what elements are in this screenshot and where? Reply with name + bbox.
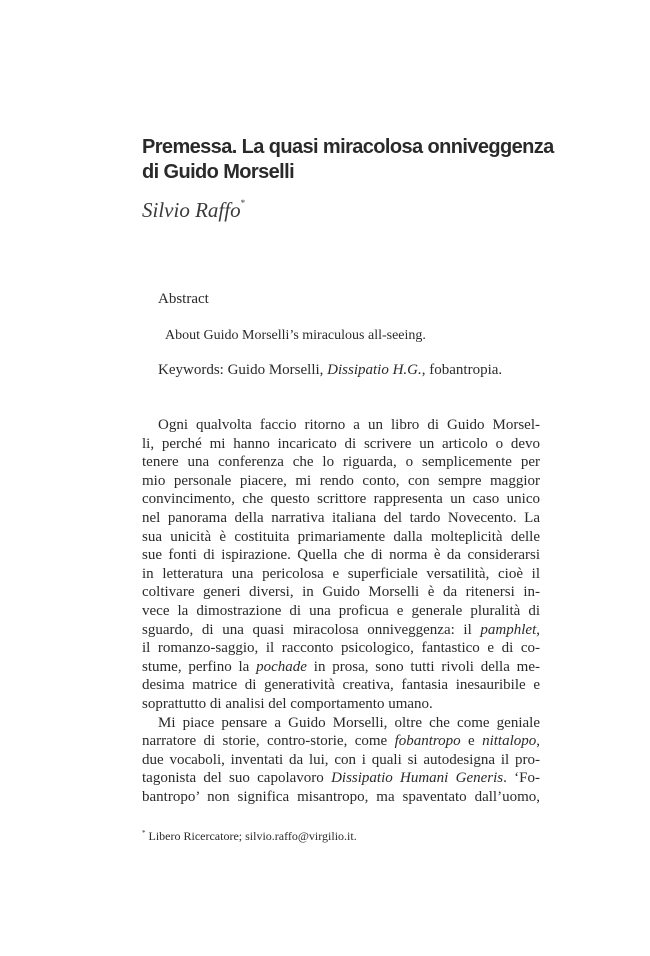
body-line bbox=[142, 658, 540, 677]
body-line: sue fonti di ispirazione. Quella che di norma è da considerarsi bbox=[142, 547, 540, 564]
body-line-part: tagonista del suo capolavoro bbox=[142, 770, 332, 787]
body-line-part: e bbox=[460, 733, 483, 750]
body-italic: nittalopo bbox=[482, 733, 537, 750]
title-line-2: di Guido Morselli bbox=[142, 161, 295, 183]
body-line bbox=[142, 732, 540, 751]
body-text bbox=[142, 416, 540, 806]
keywords-label: Keywords: Guido Morselli, bbox=[158, 362, 328, 378]
body-line: sua unicità è costituita primariamente dalla molteplicità delle bbox=[142, 528, 540, 545]
keywords-italic: Dissipatio H.G. bbox=[327, 362, 422, 378]
author-name-text: Silvio Raffo bbox=[142, 198, 241, 222]
body-line-part: . ‘Fo- bbox=[503, 770, 540, 787]
footnote-text: Libero Ricercatore; silvio.raffo@virgilio.it. bbox=[145, 829, 357, 843]
body-italic: pochade bbox=[256, 658, 307, 675]
article-title bbox=[142, 135, 562, 185]
keywords-rest: , fobantropia. bbox=[421, 362, 503, 378]
body-italic: Dissipatio Humani Generis bbox=[331, 770, 504, 787]
body-line: Mi piace pensare a Guido Morselli, oltre che come geniale bbox=[158, 714, 540, 731]
body-line bbox=[142, 769, 540, 788]
body-line: coltivare generi diversi, in Guido Morselli è da ritenersi in- bbox=[142, 584, 540, 601]
body-line: mio personale piacere, mi rendo conto, con sempre maggior bbox=[142, 472, 540, 489]
footnote bbox=[142, 825, 357, 844]
body-line bbox=[142, 621, 540, 640]
body-line: nel panorama della narrativa italiana del tardo Novecento. La bbox=[142, 509, 540, 526]
body-line: li, perché mi hanno incaricato di scrivere un articolo o devo bbox=[142, 435, 540, 452]
body-line: in letteratura una pericolosa e superficiale versatilità, cioè il bbox=[142, 565, 540, 582]
body-line: il romanzo-saggio, il racconto psicologico, fantastico e di co- bbox=[142, 640, 540, 657]
body-line-part: narratore di storie, contro-storie, come bbox=[142, 733, 395, 750]
footnote-marker: * bbox=[240, 198, 246, 208]
body-line: desima matrice di generatività creativa, fantasia inesauribile e bbox=[142, 677, 540, 694]
body-line-part: sguardo, di una quasi miracolosa onniveggenza: il bbox=[142, 621, 481, 638]
footnote-marker: * bbox=[142, 829, 146, 837]
body-line: convincimento, che questo scrittore rappresenta un caso unico bbox=[142, 491, 540, 508]
body-italic: pamphlet bbox=[480, 621, 537, 638]
abstract-text: About Guido Morselli’s miraculous all-seeing. bbox=[165, 328, 426, 343]
body-line-part: in prosa, sono tutti rivoli della me- bbox=[306, 658, 540, 675]
body-line: vece la dimostrazione di una proficua e generale pluralità di bbox=[142, 602, 540, 619]
keywords bbox=[158, 360, 502, 380]
body-line-part: , bbox=[536, 733, 540, 750]
body-line-part: , bbox=[536, 621, 540, 638]
title-line-1: Premessa. La quasi miracolosa onniveggenza bbox=[142, 136, 554, 158]
body-line: due vocaboli, inventati da lui, con i quali si autodesigna il pro- bbox=[142, 751, 540, 768]
body-line: soprattutto di analisi del comportamento umano. bbox=[142, 695, 433, 712]
body-line: tenere una conferenza che lo riguarda, o semplicemente per bbox=[142, 454, 540, 471]
abstract-heading: Abstract bbox=[158, 291, 209, 307]
author-name bbox=[142, 190, 245, 223]
body-line: bantropo’ non significa misantropo, ma spaventato dall’uomo, bbox=[142, 788, 540, 805]
body-line: Ogni qualvolta faccio ritorno a un libro di Guido Morsel- bbox=[158, 417, 540, 433]
body-line-part: stume, perfino la bbox=[142, 658, 257, 675]
body-italic: fobantropo bbox=[394, 733, 461, 750]
